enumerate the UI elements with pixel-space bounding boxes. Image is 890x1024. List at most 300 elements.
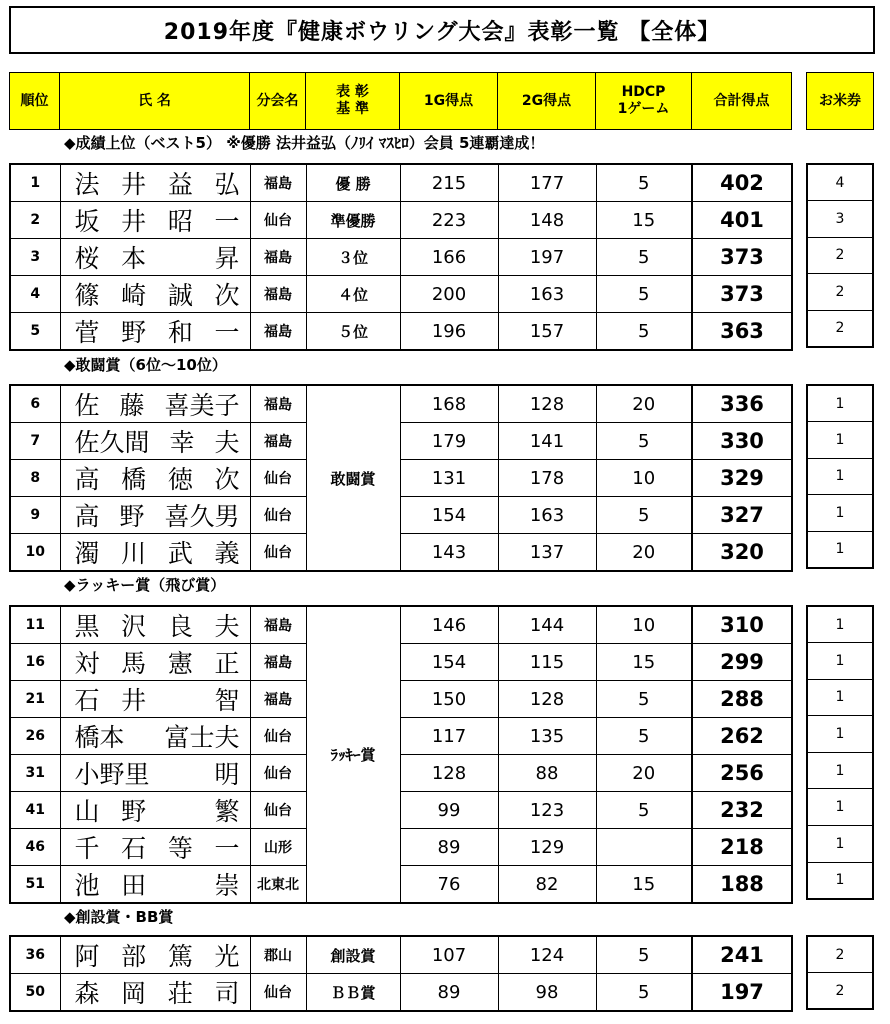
g1-cell: 99 xyxy=(400,792,498,829)
name-part: 橋本 xyxy=(74,723,125,752)
rice-row xyxy=(807,789,873,826)
name-part: 和 xyxy=(167,318,193,347)
rank-cell: 50 xyxy=(10,974,60,1012)
g1-cell: 128 xyxy=(400,755,498,792)
hdcp-cell: 5 xyxy=(596,792,692,829)
rice-table xyxy=(806,163,874,348)
table-row xyxy=(10,313,792,351)
rank-cell: 36 xyxy=(10,936,60,974)
name-part: 法 xyxy=(74,170,100,199)
hdcp-cell: 10 xyxy=(596,460,692,497)
g2-cell: 148 xyxy=(498,202,596,239)
name-cell xyxy=(60,829,250,866)
header-row xyxy=(9,72,792,130)
hdcp-cell: 15 xyxy=(596,202,692,239)
g2-cell: 141 xyxy=(498,423,596,460)
name-part: 徳 xyxy=(167,465,193,494)
g1-cell: 154 xyxy=(400,644,498,681)
name-cell xyxy=(60,164,250,202)
total-cell: 330 xyxy=(692,423,792,460)
table-row xyxy=(10,718,792,755)
rice-row xyxy=(807,422,873,459)
header-rice-cell: お米券 xyxy=(807,73,874,130)
name-part: 喜久男 xyxy=(164,502,240,531)
table-row xyxy=(10,385,792,423)
table-row xyxy=(10,497,792,534)
g2-cell: 144 xyxy=(498,606,596,644)
g2-cell: 88 xyxy=(498,755,596,792)
name-part: 崎 xyxy=(121,281,147,310)
table-row xyxy=(10,239,792,276)
name-cell xyxy=(60,497,250,534)
branch-cell: 福島 xyxy=(250,644,306,681)
name-cell xyxy=(60,755,250,792)
total-cell: 188 xyxy=(692,866,792,904)
table-row xyxy=(10,829,792,866)
name-part: 濁 xyxy=(74,539,100,568)
hdcp-cell: 15 xyxy=(596,866,692,904)
branch-cell: 郡山 xyxy=(250,936,306,974)
rice-row xyxy=(807,862,873,899)
rice-row xyxy=(807,458,873,495)
g1-cell: 168 xyxy=(400,385,498,423)
rice-cell: 1 xyxy=(807,495,873,532)
name-part: 司 xyxy=(214,979,240,1008)
name-part: 一 xyxy=(214,834,240,863)
rice-cell: 1 xyxy=(807,679,873,716)
name-part: 藤 xyxy=(119,391,145,420)
hdcp-cell: 10 xyxy=(596,606,692,644)
g2-cell: 157 xyxy=(498,313,596,351)
g1-cell: 131 xyxy=(400,460,498,497)
g1-cell: 223 xyxy=(400,202,498,239)
g1-cell: 117 xyxy=(400,718,498,755)
hdcp-cell: 5 xyxy=(596,423,692,460)
name-part: 一 xyxy=(214,318,240,347)
name-part: 次 xyxy=(214,465,240,494)
total-cell: 373 xyxy=(692,239,792,276)
total-cell: 232 xyxy=(692,792,792,829)
table-row xyxy=(10,644,792,681)
hdcp-cell: 20 xyxy=(596,385,692,423)
total-cell: 401 xyxy=(692,202,792,239)
name-part: 岡 xyxy=(121,979,147,1008)
table-row xyxy=(10,792,792,829)
name-part: 幸 xyxy=(169,428,195,457)
name-part: 益 xyxy=(167,170,193,199)
name-part: 黒 xyxy=(74,612,100,641)
name-part: 田 xyxy=(121,871,147,900)
name-part: 阿 xyxy=(74,942,100,971)
g2-cell: 123 xyxy=(498,792,596,829)
name-cell xyxy=(60,239,250,276)
name-part xyxy=(168,239,193,275)
rice-cell: 1 xyxy=(807,422,873,459)
rank-cell: 6 xyxy=(10,385,60,423)
g1-cell: 215 xyxy=(400,164,498,202)
name-part: 井 xyxy=(121,170,147,199)
branch-cell: 福島 xyxy=(250,239,306,276)
award-cell: 準優勝 xyxy=(306,202,400,239)
branch-cell: 福島 xyxy=(250,313,306,351)
name-part: 森 xyxy=(74,979,100,1008)
g2-cell: 178 xyxy=(498,460,596,497)
rice-cell: 1 xyxy=(807,458,873,495)
name-part: 本 xyxy=(121,244,147,273)
header-rank: 順位 xyxy=(10,73,60,130)
name-part: 篤 xyxy=(167,942,193,971)
g2-cell: 137 xyxy=(498,534,596,572)
hdcp-cell: 15 xyxy=(596,644,692,681)
rice-row xyxy=(807,310,873,347)
award-cell: 優 勝 xyxy=(306,164,400,202)
rank-cell: 26 xyxy=(10,718,60,755)
table-row xyxy=(10,460,792,497)
name-part: 弘 xyxy=(214,170,240,199)
name-part: 井 xyxy=(121,686,147,715)
total-cell: 218 xyxy=(692,829,792,866)
g2-cell: 163 xyxy=(498,276,596,313)
header-rice xyxy=(806,72,874,130)
rank-cell: 51 xyxy=(10,866,60,904)
table-row xyxy=(10,755,792,792)
name-part: 川 xyxy=(121,539,147,568)
g2-cell: 128 xyxy=(498,681,596,718)
g1-cell: 89 xyxy=(400,974,498,1012)
g1-cell: 196 xyxy=(400,313,498,351)
g1-cell: 150 xyxy=(400,681,498,718)
total-cell: 327 xyxy=(692,497,792,534)
g2-cell: 177 xyxy=(498,164,596,202)
rice-row xyxy=(807,679,873,716)
hdcp-cell: 20 xyxy=(596,534,692,572)
rank-cell: 21 xyxy=(10,681,60,718)
name-part: 次 xyxy=(214,281,240,310)
results-table xyxy=(9,605,793,904)
name-cell xyxy=(60,936,250,974)
section-label: ◆創設賞・BB賞 xyxy=(64,908,174,926)
rice-cell: 2 xyxy=(807,274,873,311)
g1-cell: 107 xyxy=(400,936,498,974)
name-part: 池 xyxy=(74,871,100,900)
hdcp-cell xyxy=(596,829,692,866)
header-hdcp: HDCP 1ゲーム xyxy=(596,73,692,130)
table-row xyxy=(10,681,792,718)
rank-cell: 2 xyxy=(10,202,60,239)
name-part: 篠 xyxy=(74,281,100,310)
name-part: 昇 xyxy=(214,244,240,273)
total-cell: 336 xyxy=(692,385,792,423)
name-cell xyxy=(60,460,250,497)
rice-cell: 2 xyxy=(807,973,873,1010)
header-g1: 1G得点 xyxy=(400,73,498,130)
g1-cell: 179 xyxy=(400,423,498,460)
rice-row xyxy=(807,826,873,863)
name-part: 馬 xyxy=(121,649,147,678)
branch-cell: 仙台 xyxy=(250,792,306,829)
rank-cell: 8 xyxy=(10,460,60,497)
name-part: 高 xyxy=(74,502,100,531)
g2-cell: 197 xyxy=(498,239,596,276)
award-cell: ３位 xyxy=(306,239,400,276)
name-part: 対 xyxy=(74,649,100,678)
table-row xyxy=(10,164,792,202)
results-table xyxy=(9,163,793,351)
name-part: 野 xyxy=(121,318,147,347)
rice-cell: 1 xyxy=(807,789,873,826)
g1-cell: 76 xyxy=(400,866,498,904)
name-part: 荘 xyxy=(167,979,193,1008)
name-cell xyxy=(60,276,250,313)
rice-cell: 4 xyxy=(807,164,873,201)
g2-cell: 98 xyxy=(498,974,596,1012)
name-cell xyxy=(60,202,250,239)
section-label: ◆ラッキー賞（飛び賞） xyxy=(64,576,226,594)
rice-row xyxy=(807,495,873,532)
table-row xyxy=(10,423,792,460)
table-row xyxy=(10,936,792,974)
rice-cell: 2 xyxy=(807,936,873,973)
g1-cell: 154 xyxy=(400,497,498,534)
hdcp-cell: 20 xyxy=(596,755,692,792)
branch-cell: 福島 xyxy=(250,681,306,718)
name-part xyxy=(168,792,193,828)
name-part: 夫 xyxy=(214,428,240,457)
total-cell: 197 xyxy=(692,974,792,1012)
name-cell xyxy=(60,718,250,755)
branch-cell: 仙台 xyxy=(250,460,306,497)
rice-table xyxy=(806,384,874,569)
hdcp-cell: 5 xyxy=(596,164,692,202)
rank-cell: 4 xyxy=(10,276,60,313)
award-cell: 敢闘賞 xyxy=(306,385,400,571)
name-part: 小野里 xyxy=(74,760,150,789)
name-part: 桜 xyxy=(74,244,100,273)
table-row xyxy=(10,974,792,1012)
header-g2: 2G得点 xyxy=(498,73,596,130)
rice-cell: 1 xyxy=(807,826,873,863)
total-cell: 262 xyxy=(692,718,792,755)
branch-cell: 仙台 xyxy=(250,974,306,1012)
name-part: 夫 xyxy=(214,612,240,641)
total-cell: 288 xyxy=(692,681,792,718)
rank-cell: 7 xyxy=(10,423,60,460)
table-row xyxy=(10,276,792,313)
total-cell: 310 xyxy=(692,606,792,644)
name-part: 坂 xyxy=(74,207,100,236)
hdcp-cell: 5 xyxy=(596,497,692,534)
g2-cell: 163 xyxy=(498,497,596,534)
hdcp-cell: 5 xyxy=(596,936,692,974)
name-part: 石 xyxy=(74,686,100,715)
name-part xyxy=(168,866,193,902)
name-part: 一 xyxy=(214,207,240,236)
rice-cell: 2 xyxy=(807,310,873,347)
name-part: 崇 xyxy=(214,871,240,900)
header-total: 合計得点 xyxy=(692,73,792,130)
name-part: 等 xyxy=(167,834,193,863)
name-part: 義 xyxy=(214,539,240,568)
rice-row xyxy=(807,385,873,422)
hdcp-cell: 5 xyxy=(596,718,692,755)
name-part xyxy=(169,755,194,791)
header-name: 氏 名 xyxy=(60,73,250,130)
branch-cell: 仙台 xyxy=(250,202,306,239)
branch-cell: 北東北 xyxy=(250,866,306,904)
name-part: 山 xyxy=(74,797,100,826)
name-part: 千 xyxy=(74,834,100,863)
name-part: 橋 xyxy=(121,465,147,494)
header-branch: 分会名 xyxy=(250,73,306,130)
g1-cell: 89 xyxy=(400,829,498,866)
rice-cell: 1 xyxy=(807,716,873,753)
rice-cell: 1 xyxy=(807,862,873,899)
rice-cell: 1 xyxy=(807,606,873,643)
name-part: 正 xyxy=(214,649,240,678)
name-cell xyxy=(60,606,250,644)
table-row xyxy=(10,606,792,644)
name-part: 憲 xyxy=(167,649,193,678)
results-table xyxy=(9,384,793,572)
header-award: 表 彰 基 準 xyxy=(306,73,400,130)
rice-table xyxy=(806,935,874,1010)
name-part: 富士夫 xyxy=(164,723,240,752)
total-cell: 320 xyxy=(692,534,792,572)
award-cell: ＢＢ賞 xyxy=(306,974,400,1012)
branch-cell: 仙台 xyxy=(250,534,306,572)
name-part: 野 xyxy=(119,502,145,531)
name-part: 井 xyxy=(121,207,147,236)
total-cell: 329 xyxy=(692,460,792,497)
hdcp-cell: 5 xyxy=(596,681,692,718)
branch-cell: 仙台 xyxy=(250,497,306,534)
rank-cell: 11 xyxy=(10,606,60,644)
name-part: 部 xyxy=(121,942,147,971)
name-part: 智 xyxy=(214,686,240,715)
g2-cell: 82 xyxy=(498,866,596,904)
rank-cell: 1 xyxy=(10,164,60,202)
g1-cell: 166 xyxy=(400,239,498,276)
rice-row xyxy=(807,973,873,1010)
name-cell xyxy=(60,313,250,351)
total-cell: 241 xyxy=(692,936,792,974)
name-part: 佐久間 xyxy=(74,428,150,457)
name-part: 光 xyxy=(214,942,240,971)
award-cell: ５位 xyxy=(306,313,400,351)
branch-cell: 山形 xyxy=(250,829,306,866)
results-table xyxy=(9,935,793,1012)
name-part: 良 xyxy=(167,612,193,641)
award-cell: 創設賞 xyxy=(306,936,400,974)
hdcp-cell: 5 xyxy=(596,276,692,313)
hdcp-cell: 5 xyxy=(596,239,692,276)
branch-cell: 福島 xyxy=(250,164,306,202)
g1-cell: 143 xyxy=(400,534,498,572)
branch-cell: 福島 xyxy=(250,276,306,313)
section-label: ◆敢闘賞（6位～10位） xyxy=(64,356,227,374)
rice-row xyxy=(807,201,873,238)
name-cell xyxy=(60,644,250,681)
name-part: 高 xyxy=(74,465,100,494)
name-cell xyxy=(60,681,250,718)
branch-cell: 福島 xyxy=(250,606,306,644)
total-cell: 373 xyxy=(692,276,792,313)
rank-cell: 5 xyxy=(10,313,60,351)
rice-row xyxy=(807,237,873,274)
total-cell: 402 xyxy=(692,164,792,202)
rank-cell: 16 xyxy=(10,644,60,681)
name-part: 繁 xyxy=(214,797,240,826)
g2-cell: 124 xyxy=(498,936,596,974)
name-cell xyxy=(60,792,250,829)
name-part: 野 xyxy=(121,797,147,826)
name-part: 喜美子 xyxy=(164,391,240,420)
rice-row xyxy=(807,164,873,201)
hdcp-cell: 5 xyxy=(596,313,692,351)
table-row xyxy=(10,534,792,572)
rice-cell: 2 xyxy=(807,237,873,274)
rice-cell: 3 xyxy=(807,201,873,238)
g1-cell: 200 xyxy=(400,276,498,313)
total-cell: 363 xyxy=(692,313,792,351)
name-part: 沢 xyxy=(121,612,147,641)
rank-cell: 41 xyxy=(10,792,60,829)
branch-cell: 福島 xyxy=(250,385,306,423)
branch-cell: 仙台 xyxy=(250,755,306,792)
total-cell: 299 xyxy=(692,644,792,681)
table-row xyxy=(10,202,792,239)
rice-cell: 1 xyxy=(807,385,873,422)
name-part xyxy=(168,681,193,717)
rice-cell: 1 xyxy=(807,531,873,568)
g1-cell: 146 xyxy=(400,606,498,644)
g2-cell: 115 xyxy=(498,644,596,681)
name-cell xyxy=(60,534,250,572)
rice-row xyxy=(807,936,873,973)
rank-cell: 9 xyxy=(10,497,60,534)
rice-cell: 1 xyxy=(807,752,873,789)
name-part: 武 xyxy=(167,539,193,568)
rice-table xyxy=(806,605,874,900)
rank-cell: 46 xyxy=(10,829,60,866)
g2-cell: 135 xyxy=(498,718,596,755)
g2-cell: 128 xyxy=(498,385,596,423)
rank-cell: 3 xyxy=(10,239,60,276)
rice-cell: 1 xyxy=(807,643,873,680)
branch-cell: 仙台 xyxy=(250,718,306,755)
award-cell: ﾗｯｷｰ賞 xyxy=(306,606,400,903)
name-cell xyxy=(60,385,250,423)
rice-row xyxy=(807,716,873,753)
name-part: 誠 xyxy=(167,281,193,310)
name-cell xyxy=(60,974,250,1012)
rice-row xyxy=(807,606,873,643)
name-part: 明 xyxy=(214,760,240,789)
name-part: 昭 xyxy=(167,207,193,236)
rice-row xyxy=(807,643,873,680)
rice-row xyxy=(807,752,873,789)
hdcp-cell: 5 xyxy=(596,974,692,1012)
rank-cell: 10 xyxy=(10,534,60,572)
name-cell xyxy=(60,423,250,460)
g2-cell: 129 xyxy=(498,829,596,866)
rice-row xyxy=(807,274,873,311)
name-part: 菅 xyxy=(74,318,100,347)
page-title: 2019年度『健康ボウリング大会』表彰一覧 【全体】 xyxy=(9,6,875,54)
name-part: 石 xyxy=(121,834,147,863)
rice-row xyxy=(807,531,873,568)
name-cell xyxy=(60,866,250,904)
